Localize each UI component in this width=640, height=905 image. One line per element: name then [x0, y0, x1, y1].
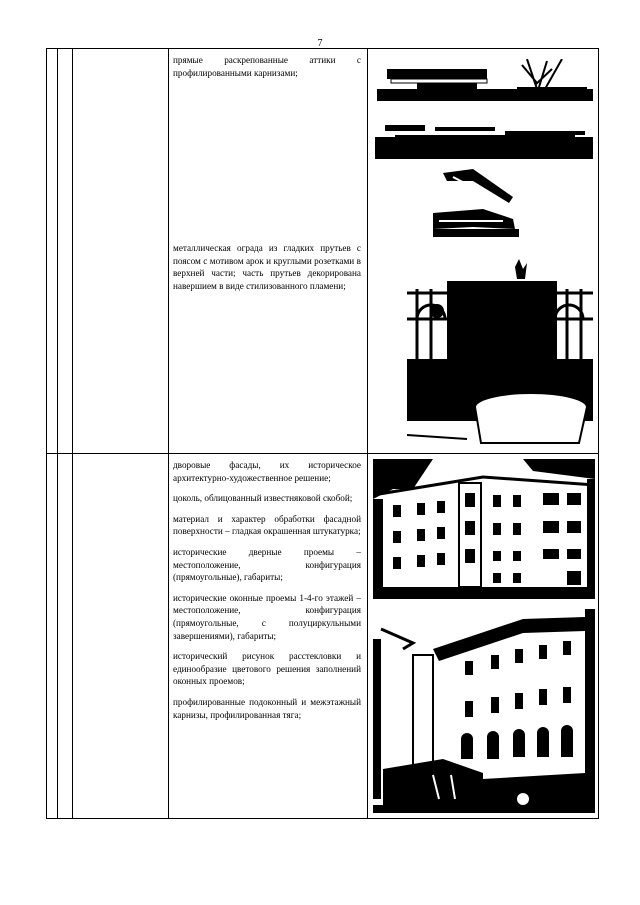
column-divider — [57, 49, 58, 818]
page-number: 7 — [317, 38, 323, 49]
description-cell — [173, 459, 361, 729]
description-item: дворовые фасады, их историческое архитектурно-художественное решение; — [173, 460, 361, 483]
courtyard-facade-photo-2 — [373, 609, 595, 813]
protected-elements-table — [46, 48, 599, 819]
description-cell — [173, 242, 361, 300]
description-item: исторический рисунок расстекловки и единообразие цветового решения заполнений оконных проемов; — [173, 651, 361, 687]
iron-fence-photo — [407, 259, 593, 451]
attic-cornice-photo-2 — [375, 119, 593, 161]
column-divider — [367, 49, 368, 818]
description-item: исторические оконные проемы 1-4-го этажей – местоположение, конфигурация (прямоугольные, с полуциркульными завершениями), габариты; — [173, 592, 361, 641]
attic-cornice-photo-1 — [377, 59, 593, 107]
attic-cornice-photo-3 — [433, 167, 523, 239]
description-item: исторические дверные проемы – местоположение, конфигурация (прямоугольные), габариты; — [173, 546, 361, 583]
description-item: материал и характер обработки фасадной поверхности – гладкая окрашенная штукатурка; — [173, 513, 361, 537]
column-divider — [72, 49, 73, 818]
row-divider — [47, 453, 598, 454]
courtyard-facade-photo-1 — [373, 459, 595, 599]
description-cell — [173, 54, 361, 87]
description-item: цоколь, облицованный известняковой скобой; — [173, 493, 353, 504]
description-item: прямые раскрепованные аттики с профилированными карнизами; — [173, 55, 361, 78]
description-item: металлическая ограда из гладких прутьев с поясом с мотивом арок и круглыми розетками в верхней части; часть прутьев декорирована навершием в виде стилизованного пламени; — [173, 243, 361, 291]
description-item: профилированные подоконный и межэтажный карнизы, профилированная тяга; — [173, 696, 361, 720]
column-divider — [168, 49, 169, 818]
